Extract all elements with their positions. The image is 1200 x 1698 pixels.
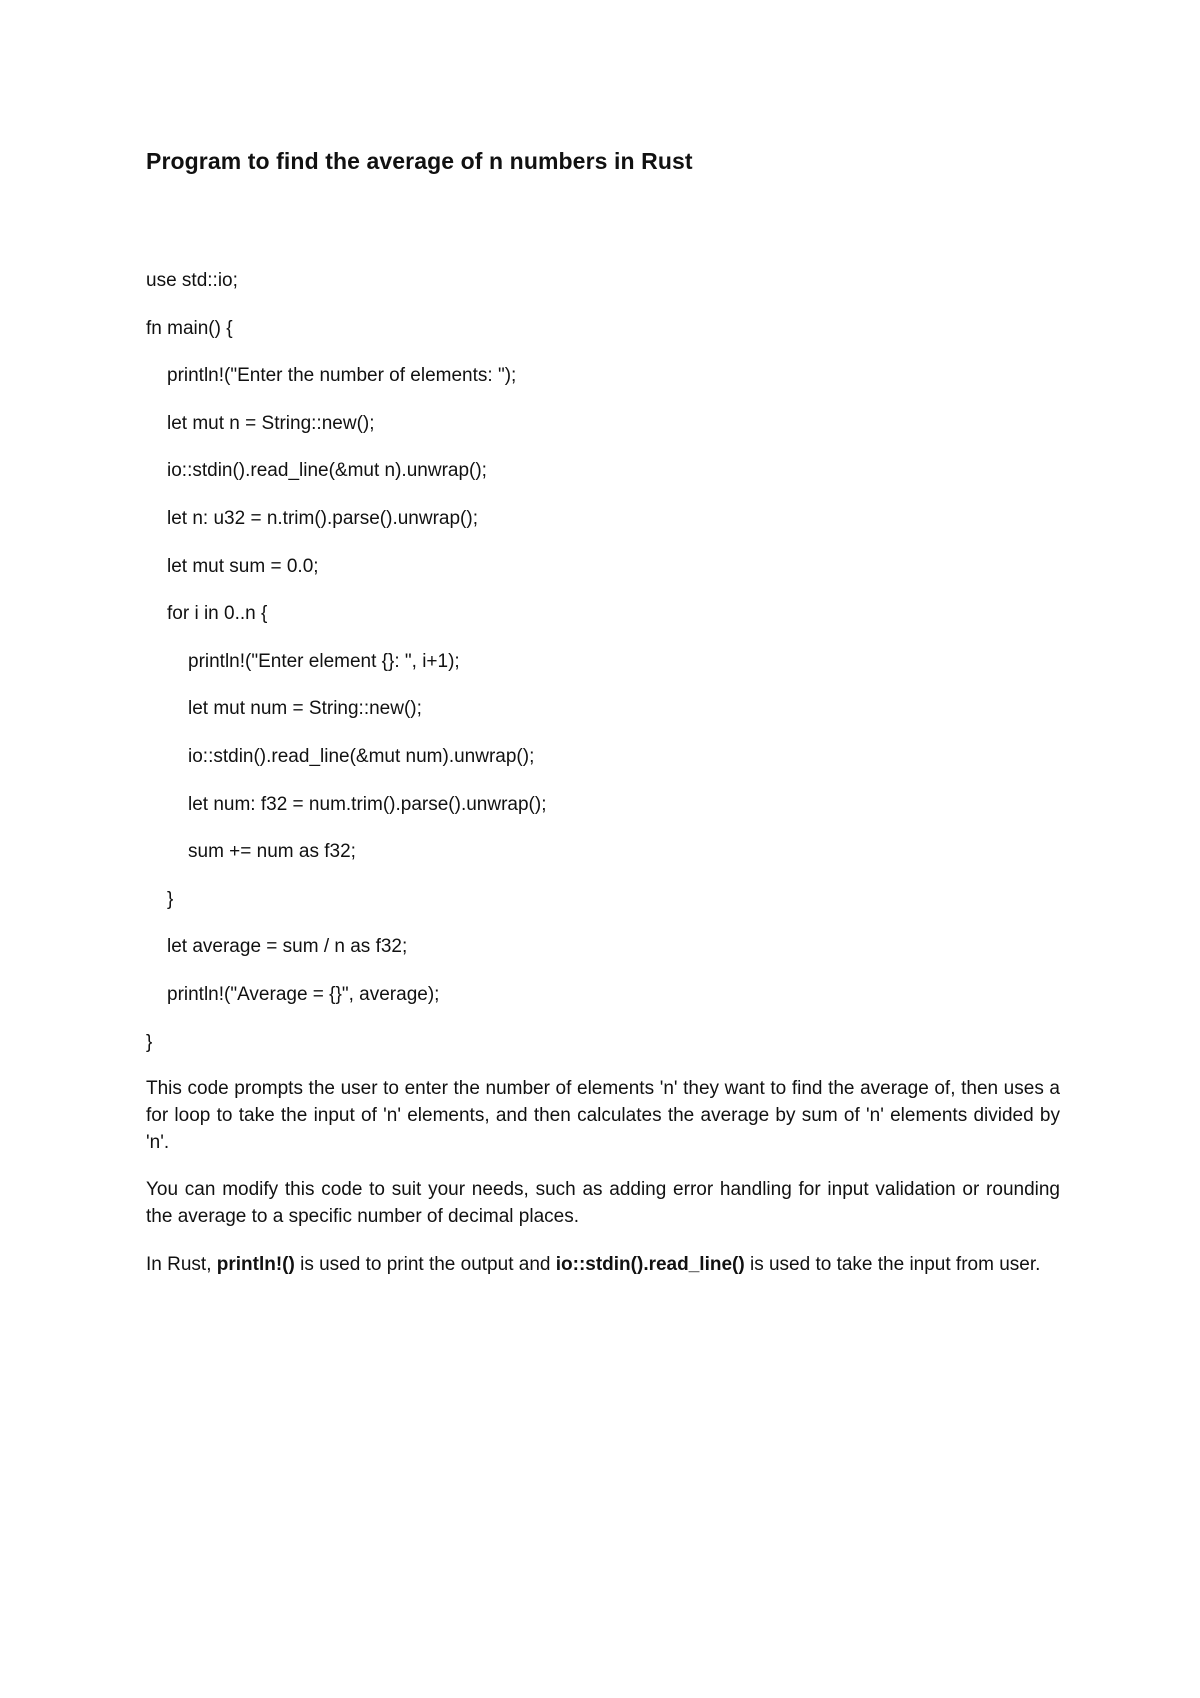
code-line: println!("Enter element {}: ", i+1); — [188, 650, 460, 672]
code-line: } — [167, 888, 174, 910]
code-line: let num: f32 = num.trim().parse().unwrap(); — [188, 793, 547, 815]
code-line: let mut n = String::new(); — [167, 412, 375, 434]
page-title: Program to find the average of n numbers in Rust — [146, 148, 693, 174]
code-line: io::stdin().read_line(&mut n).unwrap(); — [167, 460, 487, 482]
io-functions-paragraph — [146, 1251, 1060, 1278]
modification-paragraph: You can modify this code to suit your needs, such as adding error handling for input validation or rounding the average to a specific number of decimal places. — [146, 1179, 1060, 1227]
code-line: let mut num = String::new(); — [188, 698, 422, 720]
code-line: for i in 0..n { — [167, 603, 268, 625]
println-keyword: println!() — [216, 1254, 295, 1275]
code-line: } — [146, 1031, 153, 1053]
explanation-paragraph: This code prompts the user to enter the number of elements 'n' they want to find the average of, then uses a for loop to take the input of 'n' elements, and then calculates the average by sum of 'n' elements divided by 'n'. — [146, 1078, 1060, 1153]
code-line: println!("Enter the number of elements: "); — [167, 365, 517, 387]
code-block — [146, 266, 546, 1075]
code-line: println!("Average = {}", average); — [167, 983, 440, 1005]
paragraph-text: is used to print the output and — [294, 1254, 556, 1275]
code-line: sum += num as f32; — [188, 841, 356, 863]
code-line: let mut sum = 0.0; — [167, 555, 319, 577]
code-line: io::stdin().read_line(&mut num).unwrap(); — [188, 745, 535, 767]
code-line: let n: u32 = n.trim().parse().unwrap(); — [167, 507, 478, 529]
code-line: fn main() { — [146, 317, 233, 339]
read-line-keyword: io::stdin().read_line() — [555, 1254, 745, 1275]
paragraph-text: In Rust, — [146, 1254, 217, 1275]
code-line: use std::io; — [146, 270, 238, 291]
code-line: let average = sum / n as f32; — [167, 936, 408, 958]
paragraph-text: is used to take the input from user. — [744, 1254, 1041, 1275]
